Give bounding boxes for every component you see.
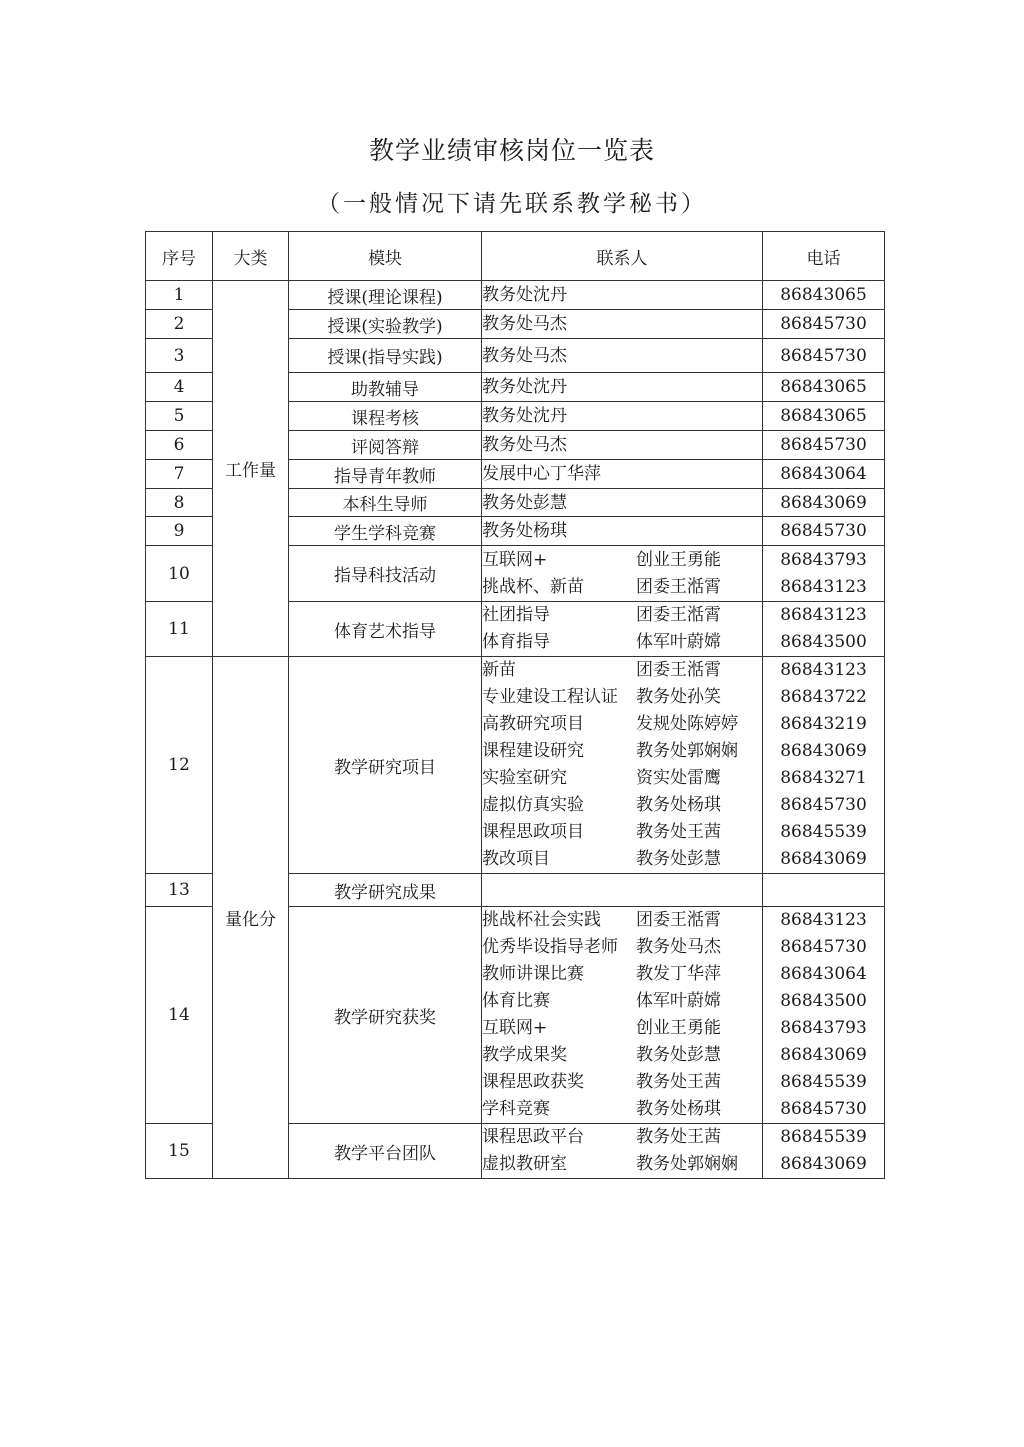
contact-item: 教务处马杰 xyxy=(482,313,567,334)
phone-number: 86843069 xyxy=(780,492,867,513)
phone-number: 86843065 xyxy=(780,284,867,305)
contact-item: 新苗 xyxy=(482,660,516,680)
phone-number: 86845539 xyxy=(780,822,867,842)
phone-cell xyxy=(763,373,885,402)
document-title: 教学业绩审核岗位一览表 xyxy=(368,136,655,165)
phone-number: 86843123 xyxy=(780,910,867,930)
contact-cell xyxy=(482,517,763,546)
phone-cell xyxy=(763,874,885,907)
header-phone: 电话 xyxy=(763,232,885,281)
contact-person: 教务处孙笑 xyxy=(636,687,721,707)
contact-line xyxy=(482,765,762,792)
phone-number: 86843123 xyxy=(780,576,867,597)
contact-line xyxy=(482,374,762,401)
contact-cell xyxy=(482,907,763,1124)
phone-number: 86843271 xyxy=(780,768,867,788)
phone-cell xyxy=(763,546,885,602)
contact-item: 挑战杯社会实践 xyxy=(482,910,601,930)
module-cell: 指导科技活动 xyxy=(289,546,482,602)
contact-line xyxy=(482,1015,762,1042)
contact-item: 发展中心丁华萍 xyxy=(482,463,601,484)
contact-line xyxy=(482,1096,762,1123)
row-number: 15 xyxy=(146,1124,213,1179)
contact-cell xyxy=(482,281,763,310)
phone-cell xyxy=(763,310,885,339)
contact-cell xyxy=(482,657,763,874)
contact-line xyxy=(482,684,762,711)
contact-person: 教务处王茜 xyxy=(636,1072,721,1092)
category-cell: 量化分 xyxy=(213,657,289,1179)
row-number: 2 xyxy=(146,310,213,339)
contact-person: 教务处彭慧 xyxy=(636,1045,721,1065)
contact-item: 教务处彭慧 xyxy=(482,492,567,513)
row-number: 10 xyxy=(146,546,213,602)
contact-cell xyxy=(482,431,763,460)
contact-person: 教务处王茜 xyxy=(636,1127,721,1147)
phone-number: 86845730 xyxy=(780,313,867,334)
phone-number: 86843793 xyxy=(780,1018,867,1038)
row-number: 12 xyxy=(146,657,213,874)
phone-cell xyxy=(763,907,885,1124)
phone-number: 86843793 xyxy=(780,549,867,570)
module-cell: 教学研究成果 xyxy=(289,874,482,907)
contact-person: 体军叶蔚嫦 xyxy=(636,632,721,652)
contact-person: 团委王湉霄 xyxy=(636,660,721,680)
contact-line xyxy=(482,988,762,1015)
phone-cell xyxy=(763,281,885,310)
contact-person: 体军叶蔚嫦 xyxy=(636,991,721,1011)
contact-person: 教务处彭慧 xyxy=(636,849,721,869)
phone-cell xyxy=(763,517,885,546)
phone-number: 86843123 xyxy=(780,605,867,625)
header-category: 大类 xyxy=(213,232,289,281)
contact-line xyxy=(482,961,762,988)
contact-item: 互联网+ xyxy=(482,1018,548,1038)
phone-number: 86843065 xyxy=(780,376,867,397)
row-number: 13 xyxy=(146,874,213,907)
contact-line xyxy=(482,403,762,430)
contact-line xyxy=(482,792,762,819)
contact-line xyxy=(482,547,762,574)
contact-line xyxy=(482,602,762,629)
phone-cell xyxy=(763,489,885,517)
contact-line xyxy=(482,1124,762,1151)
contact-item: 社团指导 xyxy=(482,605,550,625)
row-number: 1 xyxy=(146,281,213,310)
contact-line xyxy=(482,711,762,738)
row-number: 7 xyxy=(146,460,213,489)
contact-item: 专业建设工程认证 xyxy=(482,687,618,707)
contact-item: 教师讲课比赛 xyxy=(482,964,584,984)
phone-cell xyxy=(763,460,885,489)
contact-item: 课程思政平台 xyxy=(482,1127,584,1147)
contact-item: 课程思政获奖 xyxy=(482,1072,584,1092)
row-number: 3 xyxy=(146,339,213,373)
contact-cell xyxy=(482,602,763,657)
module-cell: 学生学科竞赛 xyxy=(289,517,482,546)
contact-person: 资实处雷鹰 xyxy=(636,768,721,788)
phone-cell xyxy=(763,339,885,373)
contact-line xyxy=(482,518,762,545)
contact-line xyxy=(482,282,762,309)
phone-number: 86845730 xyxy=(780,937,867,957)
contact-line xyxy=(482,738,762,765)
module-cell: 体育艺术指导 xyxy=(289,602,482,657)
contact-cell xyxy=(482,874,763,907)
contact-item: 实验室研究 xyxy=(482,768,567,788)
contact-person: 团委王湉霄 xyxy=(636,576,721,597)
document-subtitle: （一般情况下请先联系教学秘书） xyxy=(317,191,707,217)
contact-line xyxy=(482,432,762,459)
contact-item: 教务处沈丹 xyxy=(482,405,567,426)
table-row xyxy=(146,657,885,874)
contact-item: 教改项目 xyxy=(482,849,550,869)
contact-item: 虚拟教研室 xyxy=(482,1154,567,1174)
contact-item: 课程思政项目 xyxy=(482,822,584,842)
contact-person: 创业王勇能 xyxy=(636,1018,721,1038)
header-no: 序号 xyxy=(146,232,213,281)
phone-number: 86843500 xyxy=(780,632,867,652)
phone-number: 86845730 xyxy=(780,520,867,541)
contact-item: 互联网+ xyxy=(482,549,548,570)
contact-line xyxy=(482,934,762,961)
contact-person: 教发丁华萍 xyxy=(636,964,721,984)
contact-cell xyxy=(482,546,763,602)
header-contact: 联系人 xyxy=(482,232,763,281)
audit-positions-table xyxy=(145,231,885,1179)
contact-item: 教务处马杰 xyxy=(482,434,567,455)
contact-line xyxy=(482,490,762,516)
module-cell: 课程考核 xyxy=(289,402,482,431)
module-cell: 授课(实验教学) xyxy=(289,310,482,339)
contact-cell xyxy=(482,339,763,373)
contact-person: 教务处郭娴娴 xyxy=(636,741,738,761)
contact-line xyxy=(482,340,762,372)
phone-number: 86845730 xyxy=(780,434,867,455)
contact-line xyxy=(482,1042,762,1069)
module-cell: 助教辅导 xyxy=(289,373,482,402)
phone-number: 86843069 xyxy=(780,1154,867,1174)
table-body xyxy=(146,281,885,1179)
module-cell: 教学研究项目 xyxy=(289,657,482,874)
contact-item: 体育指导 xyxy=(482,632,550,652)
contact-line xyxy=(482,907,762,934)
phone-cell xyxy=(763,402,885,431)
contact-line xyxy=(482,1069,762,1096)
row-number: 8 xyxy=(146,489,213,517)
phone-cell xyxy=(763,431,885,460)
contact-person: 团委王湉霄 xyxy=(636,910,721,930)
contact-line xyxy=(482,629,762,656)
contact-person: 创业王勇能 xyxy=(636,549,721,570)
phone-number: 86843069 xyxy=(780,1045,867,1065)
contact-item: 教务处沈丹 xyxy=(482,376,567,397)
contact-person: 教务处杨琪 xyxy=(636,795,721,815)
contact-person: 发规处陈婷婷 xyxy=(636,714,738,734)
phone-number: 86845730 xyxy=(780,345,867,366)
row-number: 5 xyxy=(146,402,213,431)
phone-number: 86845539 xyxy=(780,1127,867,1147)
contact-item: 教务处马杰 xyxy=(482,345,567,366)
module-cell: 指导青年教师 xyxy=(289,460,482,489)
module-cell: 教学平台团队 xyxy=(289,1124,482,1179)
module-cell: 教学研究获奖 xyxy=(289,907,482,1124)
contact-cell xyxy=(482,1124,763,1179)
phone-number: 86845539 xyxy=(780,1072,867,1092)
contact-line xyxy=(482,657,762,684)
row-number: 6 xyxy=(146,431,213,460)
phone-number: 86843219 xyxy=(780,714,867,734)
table-header-row xyxy=(146,232,885,281)
phone-number: 86845730 xyxy=(780,795,867,815)
phone-number: 86843500 xyxy=(780,991,867,1011)
contact-person: 团委王湉霄 xyxy=(636,605,721,625)
contact-item: 教学成果奖 xyxy=(482,1045,567,1065)
row-number: 9 xyxy=(146,517,213,546)
contact-item: 课程建设研究 xyxy=(482,741,584,761)
contact-person: 教务处杨琪 xyxy=(636,1099,721,1119)
contact-cell xyxy=(482,489,763,517)
contact-cell xyxy=(482,310,763,339)
contact-item: 教务处杨琪 xyxy=(482,520,567,541)
contact-cell xyxy=(482,373,763,402)
phone-number: 86843069 xyxy=(780,849,867,869)
module-cell: 本科生导师 xyxy=(289,489,482,517)
contact-line xyxy=(482,846,762,873)
contact-person: 教务处王茜 xyxy=(636,822,721,842)
phone-cell xyxy=(763,1124,885,1179)
module-cell: 评阅答辩 xyxy=(289,431,482,460)
table-row xyxy=(146,281,885,310)
phone-number: 86843064 xyxy=(780,463,867,484)
contact-line xyxy=(482,1151,762,1178)
contact-item: 优秀毕设指导老师 xyxy=(482,937,618,957)
contact-line xyxy=(482,311,762,338)
phone-number: 86843065 xyxy=(780,405,867,426)
phone-cell xyxy=(763,657,885,874)
contact-line xyxy=(482,574,762,601)
header-module: 模块 xyxy=(289,232,482,281)
module-cell: 授课(理论课程) xyxy=(289,281,482,310)
phone-cell xyxy=(763,602,885,657)
contact-item: 虚拟仿真实验 xyxy=(482,795,584,815)
phone-number: 86843064 xyxy=(780,964,867,984)
row-number: 11 xyxy=(146,602,213,657)
contact-cell xyxy=(482,460,763,489)
phone-number: 86843722 xyxy=(780,687,867,707)
phone-number: 86843069 xyxy=(780,741,867,761)
contact-item: 学科竞赛 xyxy=(482,1099,550,1119)
module-cell: 授课(指导实践) xyxy=(289,339,482,373)
contact-item: 体育比赛 xyxy=(482,991,550,1011)
contact-person: 教务处郭娴娴 xyxy=(636,1154,738,1174)
contact-cell xyxy=(482,402,763,431)
row-number: 14 xyxy=(146,907,213,1124)
row-number: 4 xyxy=(146,373,213,402)
phone-number: 86845730 xyxy=(780,1099,867,1119)
category-cell: 工作量 xyxy=(213,281,289,657)
contact-item: 教务处沈丹 xyxy=(482,284,567,305)
contact-item: 挑战杯、新苗 xyxy=(482,576,584,597)
phone-number: 86843123 xyxy=(780,660,867,680)
contact-person: 教务处马杰 xyxy=(636,937,721,957)
contact-line xyxy=(482,461,762,488)
contact-line xyxy=(482,819,762,846)
contact-item: 高教研究项目 xyxy=(482,714,584,734)
